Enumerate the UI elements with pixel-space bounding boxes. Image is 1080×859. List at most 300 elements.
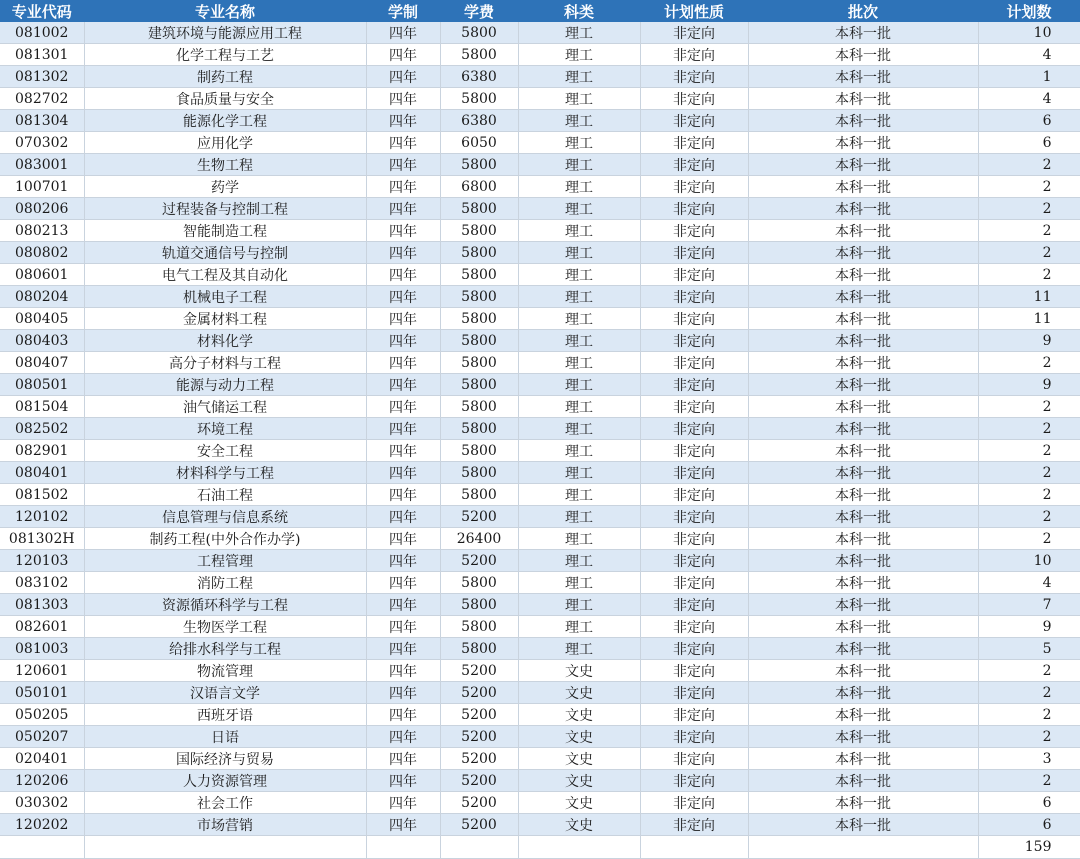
cell-tuition[interactable]: 5200 — [440, 770, 518, 792]
cell-plan-type[interactable]: 非定向 — [640, 374, 748, 396]
cell-duration[interactable]: 四年 — [366, 528, 440, 550]
empty-cell[interactable] — [440, 836, 518, 859]
cell-tuition[interactable]: 5800 — [440, 330, 518, 352]
cell-category[interactable]: 理工 — [518, 396, 640, 418]
cell-code[interactable]: 120601 — [0, 660, 84, 682]
cell-name[interactable]: 材料化学 — [84, 330, 366, 352]
cell-batch[interactable]: 本科一批 — [748, 726, 978, 748]
cell-plan-type[interactable]: 非定向 — [640, 770, 748, 792]
cell-batch[interactable]: 本科一批 — [748, 396, 978, 418]
cell-code[interactable]: 080401 — [0, 462, 84, 484]
cell-batch[interactable]: 本科一批 — [748, 154, 978, 176]
cell-count[interactable]: 2 — [978, 418, 1080, 440]
cell-code[interactable]: 080403 — [0, 330, 84, 352]
cell-name[interactable]: 安全工程 — [84, 440, 366, 462]
cell-tuition[interactable]: 26400 — [440, 528, 518, 550]
cell-category[interactable]: 文史 — [518, 792, 640, 814]
cell-code[interactable]: 120206 — [0, 770, 84, 792]
cell-name[interactable]: 应用化学 — [84, 132, 366, 154]
cell-count[interactable]: 2 — [978, 704, 1080, 726]
cell-duration[interactable]: 四年 — [366, 594, 440, 616]
cell-code[interactable]: 050101 — [0, 682, 84, 704]
cell-count[interactable]: 10 — [978, 22, 1080, 44]
empty-cell[interactable] — [84, 836, 366, 859]
cell-code[interactable]: 083102 — [0, 572, 84, 594]
cell-name[interactable]: 食品质量与安全 — [84, 88, 366, 110]
cell-code[interactable]: 081303 — [0, 594, 84, 616]
cell-duration[interactable]: 四年 — [366, 616, 440, 638]
cell-count[interactable]: 2 — [978, 154, 1080, 176]
cell-tuition[interactable]: 5800 — [440, 22, 518, 44]
cell-name[interactable]: 信息管理与信息系统 — [84, 506, 366, 528]
cell-code[interactable]: 120202 — [0, 814, 84, 836]
cell-plan-type[interactable]: 非定向 — [640, 506, 748, 528]
cell-tuition[interactable]: 5800 — [440, 396, 518, 418]
cell-tuition[interactable]: 5800 — [440, 462, 518, 484]
cell-name[interactable]: 工程管理 — [84, 550, 366, 572]
cell-code[interactable]: 080407 — [0, 352, 84, 374]
cell-tuition[interactable]: 5800 — [440, 154, 518, 176]
cell-code[interactable]: 080501 — [0, 374, 84, 396]
cell-count[interactable]: 4 — [978, 88, 1080, 110]
cell-name[interactable]: 药学 — [84, 176, 366, 198]
cell-category[interactable]: 理工 — [518, 242, 640, 264]
cell-code[interactable]: 081504 — [0, 396, 84, 418]
cell-plan-type[interactable]: 非定向 — [640, 748, 748, 770]
cell-batch[interactable]: 本科一批 — [748, 286, 978, 308]
empty-cell[interactable] — [640, 836, 748, 859]
cell-plan-type[interactable]: 非定向 — [640, 616, 748, 638]
cell-duration[interactable]: 四年 — [366, 814, 440, 836]
cell-code[interactable]: 050207 — [0, 726, 84, 748]
cell-code[interactable]: 050205 — [0, 704, 84, 726]
cell-plan-type[interactable]: 非定向 — [640, 242, 748, 264]
cell-duration[interactable]: 四年 — [366, 198, 440, 220]
cell-batch[interactable]: 本科一批 — [748, 88, 978, 110]
cell-plan-type[interactable]: 非定向 — [640, 308, 748, 330]
cell-code[interactable]: 120103 — [0, 550, 84, 572]
cell-count[interactable]: 2 — [978, 770, 1080, 792]
cell-code[interactable]: 081301 — [0, 44, 84, 66]
cell-duration[interactable]: 四年 — [366, 176, 440, 198]
cell-category[interactable]: 理工 — [518, 154, 640, 176]
cell-batch[interactable]: 本科一批 — [748, 352, 978, 374]
cell-plan-type[interactable]: 非定向 — [640, 726, 748, 748]
cell-duration[interactable]: 四年 — [366, 44, 440, 66]
cell-duration[interactable]: 四年 — [366, 770, 440, 792]
cell-code[interactable]: 080601 — [0, 264, 84, 286]
empty-cell[interactable] — [366, 836, 440, 859]
cell-plan-type[interactable]: 非定向 — [640, 396, 748, 418]
cell-batch[interactable]: 本科一批 — [748, 484, 978, 506]
cell-tuition[interactable]: 6800 — [440, 176, 518, 198]
cell-duration[interactable]: 四年 — [366, 638, 440, 660]
cell-plan-type[interactable]: 非定向 — [640, 110, 748, 132]
cell-code[interactable]: 030302 — [0, 792, 84, 814]
cell-count[interactable]: 5 — [978, 638, 1080, 660]
cell-name[interactable]: 生物工程 — [84, 154, 366, 176]
cell-tuition[interactable]: 5200 — [440, 704, 518, 726]
cell-tuition[interactable]: 5800 — [440, 44, 518, 66]
cell-name[interactable]: 人力资源管理 — [84, 770, 366, 792]
cell-count[interactable]: 2 — [978, 198, 1080, 220]
cell-batch[interactable]: 本科一批 — [748, 44, 978, 66]
cell-code[interactable]: 081304 — [0, 110, 84, 132]
cell-batch[interactable]: 本科一批 — [748, 770, 978, 792]
cell-batch[interactable]: 本科一批 — [748, 242, 978, 264]
cell-count[interactable]: 10 — [978, 550, 1080, 572]
cell-tuition[interactable]: 5200 — [440, 550, 518, 572]
cell-name[interactable]: 环境工程 — [84, 418, 366, 440]
cell-count[interactable]: 2 — [978, 484, 1080, 506]
cell-name[interactable]: 市场营销 — [84, 814, 366, 836]
cell-name[interactable]: 油气储运工程 — [84, 396, 366, 418]
cell-tuition[interactable]: 5200 — [440, 506, 518, 528]
cell-name[interactable]: 资源循环科学与工程 — [84, 594, 366, 616]
cell-name[interactable]: 建筑环境与能源应用工程 — [84, 22, 366, 44]
cell-tuition[interactable]: 5800 — [440, 220, 518, 242]
cell-plan-type[interactable]: 非定向 — [640, 638, 748, 660]
cell-code[interactable]: 080405 — [0, 308, 84, 330]
cell-count[interactable]: 6 — [978, 792, 1080, 814]
cell-batch[interactable]: 本科一批 — [748, 440, 978, 462]
cell-count[interactable]: 1 — [978, 66, 1080, 88]
cell-batch[interactable]: 本科一批 — [748, 748, 978, 770]
cell-plan-type[interactable]: 非定向 — [640, 22, 748, 44]
cell-batch[interactable]: 本科一批 — [748, 528, 978, 550]
cell-tuition[interactable]: 5800 — [440, 594, 518, 616]
cell-batch[interactable]: 本科一批 — [748, 220, 978, 242]
cell-duration[interactable]: 四年 — [366, 748, 440, 770]
cell-count[interactable]: 4 — [978, 572, 1080, 594]
total-count[interactable]: 159 — [978, 836, 1080, 859]
cell-batch[interactable]: 本科一批 — [748, 198, 978, 220]
cell-code[interactable]: 120102 — [0, 506, 84, 528]
cell-category[interactable]: 理工 — [518, 66, 640, 88]
cell-category[interactable]: 理工 — [518, 484, 640, 506]
cell-name[interactable]: 能源与动力工程 — [84, 374, 366, 396]
cell-category[interactable]: 理工 — [518, 440, 640, 462]
cell-duration[interactable]: 四年 — [366, 242, 440, 264]
cell-plan-type[interactable]: 非定向 — [640, 462, 748, 484]
cell-category[interactable]: 理工 — [518, 572, 640, 594]
cell-name[interactable]: 西班牙语 — [84, 704, 366, 726]
cell-count[interactable]: 3 — [978, 748, 1080, 770]
cell-duration[interactable]: 四年 — [366, 506, 440, 528]
cell-name[interactable]: 化学工程与工艺 — [84, 44, 366, 66]
cell-tuition[interactable]: 5800 — [440, 88, 518, 110]
cell-category[interactable]: 理工 — [518, 330, 640, 352]
cell-plan-type[interactable]: 非定向 — [640, 682, 748, 704]
cell-batch[interactable]: 本科一批 — [748, 572, 978, 594]
cell-count[interactable]: 2 — [978, 264, 1080, 286]
cell-name[interactable]: 社会工作 — [84, 792, 366, 814]
cell-batch[interactable]: 本科一批 — [748, 704, 978, 726]
cell-count[interactable]: 2 — [978, 462, 1080, 484]
cell-code[interactable]: 081302 — [0, 66, 84, 88]
cell-plan-type[interactable]: 非定向 — [640, 132, 748, 154]
cell-duration[interactable]: 四年 — [366, 440, 440, 462]
cell-plan-type[interactable]: 非定向 — [640, 44, 748, 66]
cell-code[interactable]: 082702 — [0, 88, 84, 110]
cell-batch[interactable]: 本科一批 — [748, 374, 978, 396]
cell-duration[interactable]: 四年 — [366, 264, 440, 286]
cell-category[interactable]: 理工 — [518, 374, 640, 396]
cell-count[interactable]: 9 — [978, 616, 1080, 638]
cell-batch[interactable]: 本科一批 — [748, 264, 978, 286]
cell-code[interactable]: 083001 — [0, 154, 84, 176]
cell-code[interactable]: 082502 — [0, 418, 84, 440]
cell-category[interactable]: 文史 — [518, 814, 640, 836]
cell-duration[interactable]: 四年 — [366, 374, 440, 396]
cell-plan-type[interactable]: 非定向 — [640, 572, 748, 594]
cell-tuition[interactable]: 5800 — [440, 308, 518, 330]
cell-tuition[interactable]: 5200 — [440, 660, 518, 682]
cell-plan-type[interactable]: 非定向 — [640, 88, 748, 110]
cell-category[interactable]: 理工 — [518, 352, 640, 374]
cell-category[interactable]: 理工 — [518, 418, 640, 440]
cell-tuition[interactable]: 5200 — [440, 748, 518, 770]
cell-tuition[interactable]: 5800 — [440, 572, 518, 594]
cell-duration[interactable]: 四年 — [366, 550, 440, 572]
cell-batch[interactable]: 本科一批 — [748, 418, 978, 440]
cell-count[interactable]: 2 — [978, 176, 1080, 198]
cell-category[interactable]: 理工 — [518, 264, 640, 286]
cell-batch[interactable]: 本科一批 — [748, 638, 978, 660]
cell-category[interactable]: 文史 — [518, 726, 640, 748]
cell-plan-type[interactable]: 非定向 — [640, 198, 748, 220]
cell-tuition[interactable]: 5800 — [440, 418, 518, 440]
cell-tuition[interactable]: 5800 — [440, 198, 518, 220]
cell-count[interactable]: 2 — [978, 682, 1080, 704]
cell-plan-type[interactable]: 非定向 — [640, 352, 748, 374]
cell-name[interactable]: 轨道交通信号与控制 — [84, 242, 366, 264]
cell-tuition[interactable]: 5200 — [440, 726, 518, 748]
cell-count[interactable]: 2 — [978, 440, 1080, 462]
cell-tuition[interactable]: 5800 — [440, 440, 518, 462]
cell-plan-type[interactable]: 非定向 — [640, 440, 748, 462]
cell-name[interactable]: 机械电子工程 — [84, 286, 366, 308]
cell-duration[interactable]: 四年 — [366, 220, 440, 242]
cell-duration[interactable]: 四年 — [366, 682, 440, 704]
cell-category[interactable]: 理工 — [518, 616, 640, 638]
cell-name[interactable]: 高分子材料与工程 — [84, 352, 366, 374]
cell-name[interactable]: 制药工程(中外合作办学) — [84, 528, 366, 550]
cell-plan-type[interactable]: 非定向 — [640, 330, 748, 352]
cell-count[interactable]: 6 — [978, 132, 1080, 154]
cell-duration[interactable]: 四年 — [366, 132, 440, 154]
cell-code[interactable]: 100701 — [0, 176, 84, 198]
cell-tuition[interactable]: 5800 — [440, 374, 518, 396]
cell-category[interactable]: 理工 — [518, 198, 640, 220]
cell-batch[interactable]: 本科一批 — [748, 814, 978, 836]
cell-count[interactable]: 2 — [978, 528, 1080, 550]
cell-count[interactable]: 9 — [978, 330, 1080, 352]
cell-count[interactable]: 2 — [978, 220, 1080, 242]
cell-duration[interactable]: 四年 — [366, 396, 440, 418]
cell-plan-type[interactable]: 非定向 — [640, 814, 748, 836]
cell-code[interactable]: 080802 — [0, 242, 84, 264]
cell-category[interactable]: 理工 — [518, 176, 640, 198]
cell-duration[interactable]: 四年 — [366, 308, 440, 330]
cell-code[interactable]: 080206 — [0, 198, 84, 220]
cell-category[interactable]: 理工 — [518, 132, 640, 154]
cell-duration[interactable]: 四年 — [366, 154, 440, 176]
cell-batch[interactable]: 本科一批 — [748, 616, 978, 638]
cell-name[interactable]: 汉语言文学 — [84, 682, 366, 704]
cell-category[interactable]: 文史 — [518, 770, 640, 792]
cell-tuition[interactable]: 6050 — [440, 132, 518, 154]
cell-count[interactable]: 6 — [978, 110, 1080, 132]
cell-count[interactable]: 4 — [978, 44, 1080, 66]
cell-category[interactable]: 理工 — [518, 462, 640, 484]
cell-batch[interactable]: 本科一批 — [748, 682, 978, 704]
cell-category[interactable]: 文史 — [518, 682, 640, 704]
cell-count[interactable]: 7 — [978, 594, 1080, 616]
cell-plan-type[interactable]: 非定向 — [640, 660, 748, 682]
cell-count[interactable]: 2 — [978, 726, 1080, 748]
cell-category[interactable]: 理工 — [518, 506, 640, 528]
cell-category[interactable]: 理工 — [518, 308, 640, 330]
cell-duration[interactable]: 四年 — [366, 792, 440, 814]
cell-category[interactable]: 理工 — [518, 550, 640, 572]
cell-plan-type[interactable]: 非定向 — [640, 154, 748, 176]
cell-batch[interactable]: 本科一批 — [748, 506, 978, 528]
cell-category[interactable]: 理工 — [518, 44, 640, 66]
cell-duration[interactable]: 四年 — [366, 704, 440, 726]
cell-batch[interactable]: 本科一批 — [748, 462, 978, 484]
cell-category[interactable]: 理工 — [518, 220, 640, 242]
cell-count[interactable]: 6 — [978, 814, 1080, 836]
cell-tuition[interactable]: 5200 — [440, 682, 518, 704]
cell-code[interactable]: 081302H — [0, 528, 84, 550]
cell-name[interactable]: 能源化学工程 — [84, 110, 366, 132]
cell-tuition[interactable]: 5800 — [440, 286, 518, 308]
cell-duration[interactable]: 四年 — [366, 726, 440, 748]
cell-plan-type[interactable]: 非定向 — [640, 66, 748, 88]
cell-batch[interactable]: 本科一批 — [748, 308, 978, 330]
cell-name[interactable]: 电气工程及其自动化 — [84, 264, 366, 286]
cell-batch[interactable]: 本科一批 — [748, 660, 978, 682]
cell-name[interactable]: 物流管理 — [84, 660, 366, 682]
cell-duration[interactable]: 四年 — [366, 286, 440, 308]
cell-duration[interactable]: 四年 — [366, 110, 440, 132]
cell-tuition[interactable]: 5800 — [440, 638, 518, 660]
cell-plan-type[interactable]: 非定向 — [640, 286, 748, 308]
cell-category[interactable]: 理工 — [518, 528, 640, 550]
cell-batch[interactable]: 本科一批 — [748, 66, 978, 88]
cell-batch[interactable]: 本科一批 — [748, 550, 978, 572]
cell-tuition[interactable]: 5800 — [440, 616, 518, 638]
cell-name[interactable]: 生物医学工程 — [84, 616, 366, 638]
cell-name[interactable]: 国际经济与贸易 — [84, 748, 366, 770]
cell-code[interactable]: 020401 — [0, 748, 84, 770]
cell-code[interactable]: 082901 — [0, 440, 84, 462]
cell-category[interactable]: 理工 — [518, 638, 640, 660]
cell-duration[interactable]: 四年 — [366, 66, 440, 88]
cell-duration[interactable]: 四年 — [366, 418, 440, 440]
cell-duration[interactable]: 四年 — [366, 484, 440, 506]
cell-code[interactable]: 080213 — [0, 220, 84, 242]
cell-name[interactable]: 金属材料工程 — [84, 308, 366, 330]
cell-plan-type[interactable]: 非定向 — [640, 528, 748, 550]
empty-cell[interactable] — [518, 836, 640, 859]
cell-count[interactable]: 11 — [978, 286, 1080, 308]
cell-name[interactable]: 材料科学与工程 — [84, 462, 366, 484]
cell-tuition[interactable]: 6380 — [440, 110, 518, 132]
cell-batch[interactable]: 本科一批 — [748, 176, 978, 198]
cell-batch[interactable]: 本科一批 — [748, 132, 978, 154]
cell-duration[interactable]: 四年 — [366, 330, 440, 352]
cell-code[interactable]: 081003 — [0, 638, 84, 660]
cell-category[interactable]: 理工 — [518, 88, 640, 110]
cell-count[interactable]: 9 — [978, 374, 1080, 396]
cell-name[interactable]: 消防工程 — [84, 572, 366, 594]
cell-duration[interactable]: 四年 — [366, 352, 440, 374]
cell-batch[interactable]: 本科一批 — [748, 594, 978, 616]
cell-tuition[interactable]: 5800 — [440, 242, 518, 264]
cell-category[interactable]: 文史 — [518, 748, 640, 770]
cell-plan-type[interactable]: 非定向 — [640, 594, 748, 616]
cell-duration[interactable]: 四年 — [366, 462, 440, 484]
cell-name[interactable]: 给排水科学与工程 — [84, 638, 366, 660]
cell-batch[interactable]: 本科一批 — [748, 792, 978, 814]
cell-batch[interactable]: 本科一批 — [748, 110, 978, 132]
cell-batch[interactable]: 本科一批 — [748, 330, 978, 352]
cell-batch[interactable]: 本科一批 — [748, 22, 978, 44]
cell-duration[interactable]: 四年 — [366, 660, 440, 682]
cell-plan-type[interactable]: 非定向 — [640, 704, 748, 726]
cell-tuition[interactable]: 5200 — [440, 792, 518, 814]
cell-category[interactable]: 理工 — [518, 22, 640, 44]
cell-plan-type[interactable]: 非定向 — [640, 220, 748, 242]
empty-cell[interactable] — [0, 836, 84, 859]
cell-code[interactable]: 081002 — [0, 22, 84, 44]
cell-name[interactable]: 智能制造工程 — [84, 220, 366, 242]
cell-plan-type[interactable]: 非定向 — [640, 550, 748, 572]
cell-category[interactable]: 理工 — [518, 286, 640, 308]
cell-plan-type[interactable]: 非定向 — [640, 264, 748, 286]
cell-code[interactable]: 070302 — [0, 132, 84, 154]
cell-plan-type[interactable]: 非定向 — [640, 418, 748, 440]
cell-duration[interactable]: 四年 — [366, 22, 440, 44]
cell-count[interactable]: 2 — [978, 242, 1080, 264]
cell-count[interactable]: 11 — [978, 308, 1080, 330]
cell-tuition[interactable]: 5800 — [440, 264, 518, 286]
cell-count[interactable]: 2 — [978, 506, 1080, 528]
cell-code[interactable]: 082601 — [0, 616, 84, 638]
cell-plan-type[interactable]: 非定向 — [640, 176, 748, 198]
cell-plan-type[interactable]: 非定向 — [640, 484, 748, 506]
cell-category[interactable]: 理工 — [518, 594, 640, 616]
cell-name[interactable]: 过程装备与控制工程 — [84, 198, 366, 220]
cell-code[interactable]: 080204 — [0, 286, 84, 308]
cell-count[interactable]: 2 — [978, 396, 1080, 418]
cell-tuition[interactable]: 6380 — [440, 66, 518, 88]
cell-code[interactable]: 081502 — [0, 484, 84, 506]
cell-category[interactable]: 文史 — [518, 704, 640, 726]
cell-count[interactable]: 2 — [978, 660, 1080, 682]
cell-category[interactable]: 理工 — [518, 110, 640, 132]
cell-category[interactable]: 文史 — [518, 660, 640, 682]
cell-name[interactable]: 制药工程 — [84, 66, 366, 88]
cell-tuition[interactable]: 5800 — [440, 484, 518, 506]
cell-name[interactable]: 日语 — [84, 726, 366, 748]
empty-cell[interactable] — [748, 836, 978, 859]
cell-count[interactable]: 2 — [978, 352, 1080, 374]
cell-name[interactable]: 石油工程 — [84, 484, 366, 506]
cell-tuition[interactable]: 5800 — [440, 352, 518, 374]
